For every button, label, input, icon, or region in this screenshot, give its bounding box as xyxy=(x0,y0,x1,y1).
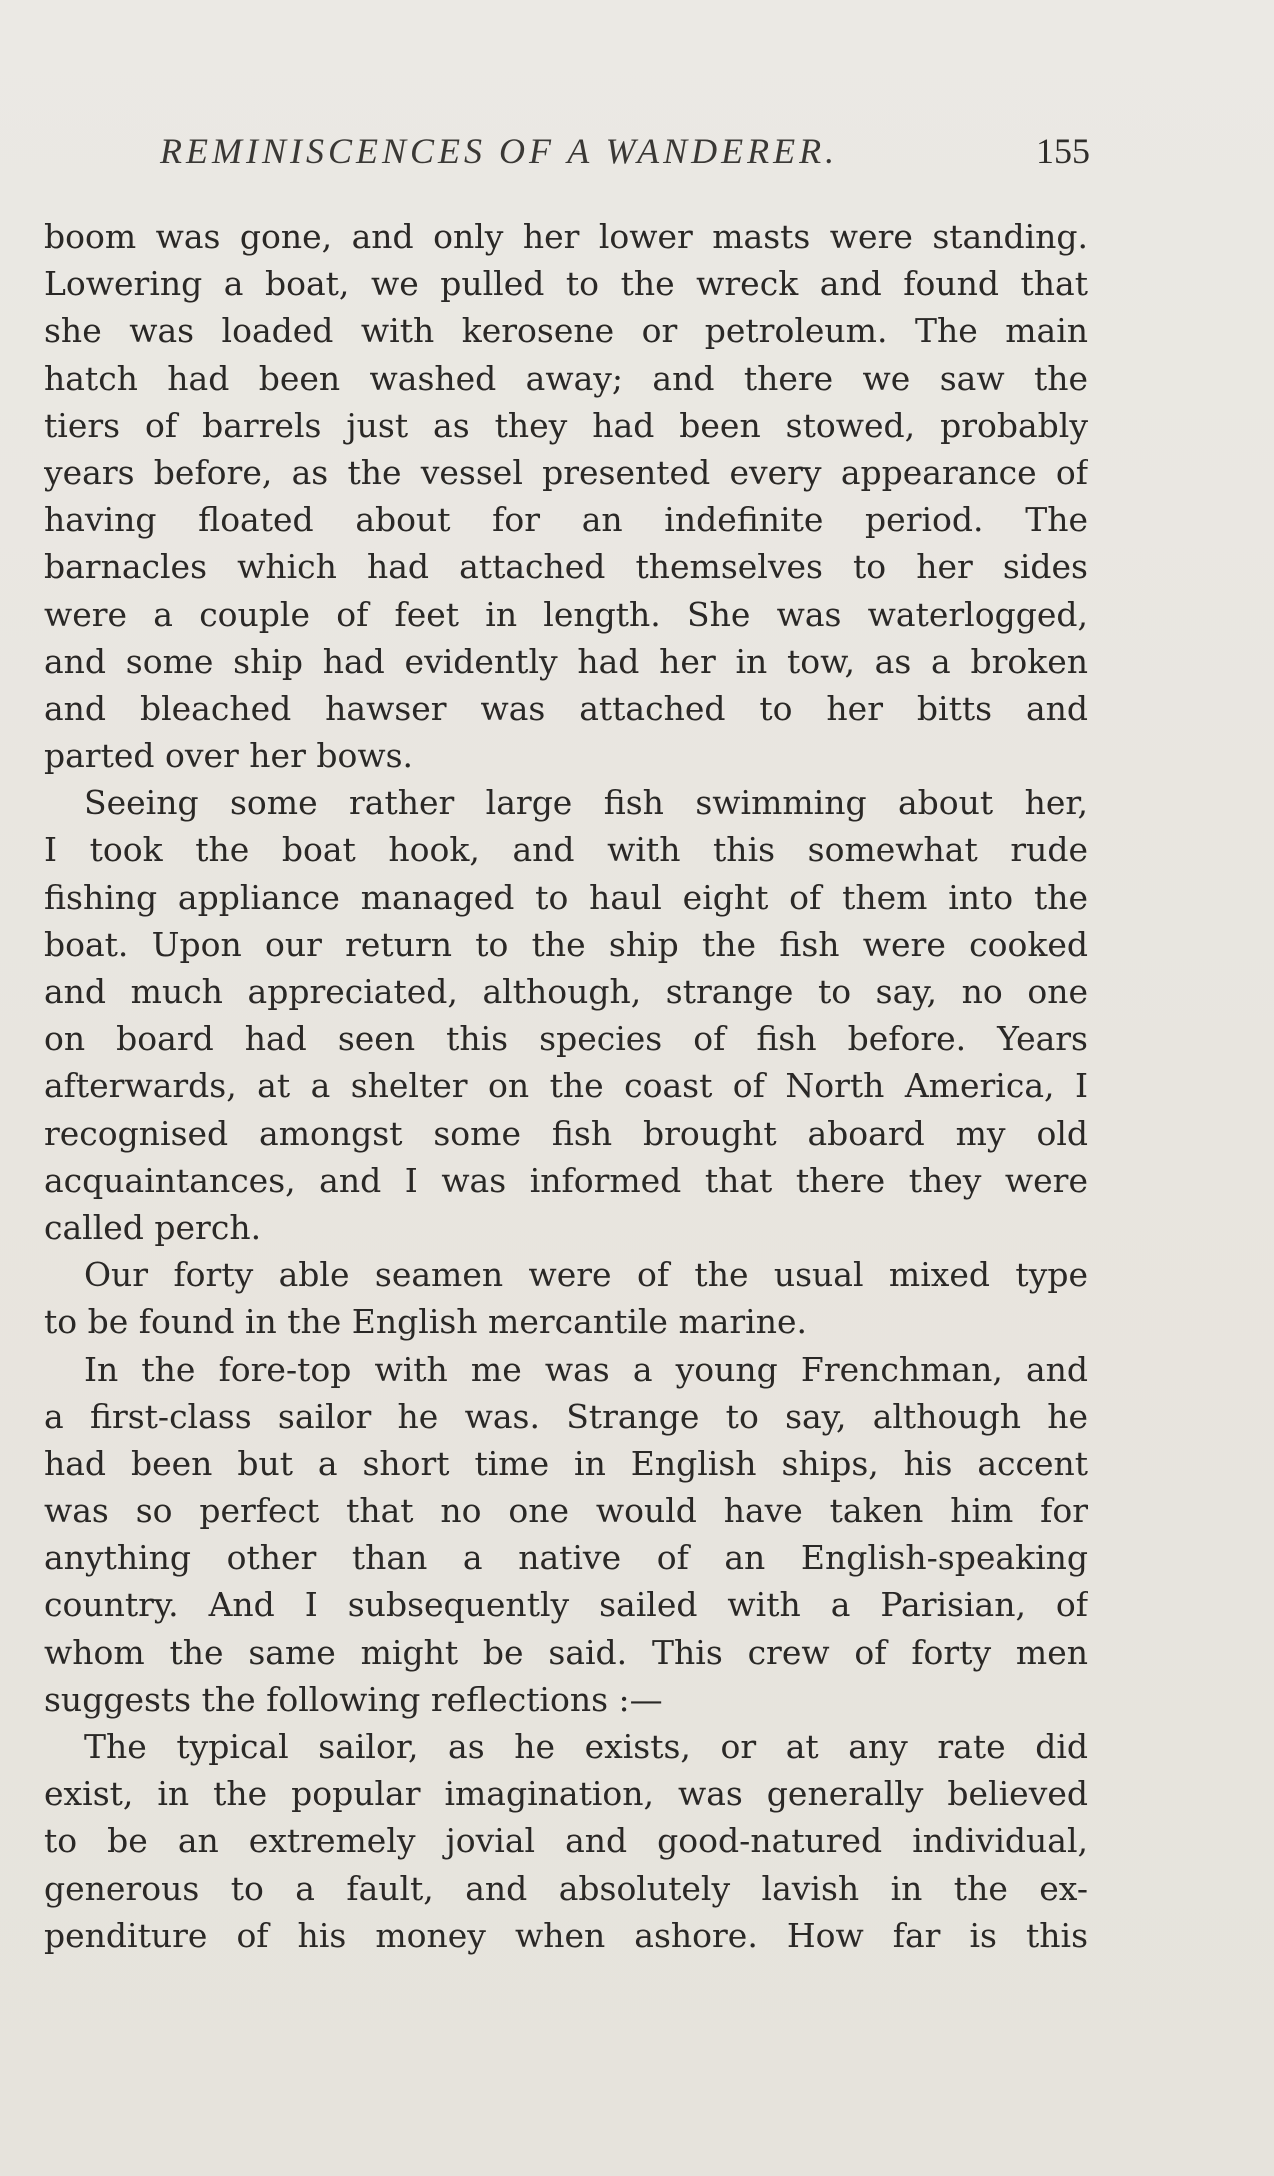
text-line: In the fore-top with me was a young Frenchman, and xyxy=(84,1349,1088,1389)
text-line: The typical sailor, as he exists, or at any rate did xyxy=(84,1727,1088,1766)
text-line: and much appreciated, although, strange to say, no one xyxy=(44,972,1088,1011)
text-line: anything other than a native of an English-speaking xyxy=(44,1538,1088,1578)
text-line: called perch. xyxy=(44,1207,262,1247)
text-line: recognised amongst some fish brought aboard my old xyxy=(44,1113,1088,1153)
text-line: to be found in the English mercantile marine. xyxy=(44,1302,808,1342)
text-line: boat. Upon our return to the ship the fish were cooked xyxy=(44,924,1088,964)
text-line: were a couple of feet in length. She was waterlogged, xyxy=(44,594,1088,634)
text-line: Lowering a boat, we pulled to the wreck and found that xyxy=(44,264,1088,304)
text-line: whom the same might be said. This crew of forty men xyxy=(44,1632,1088,1672)
text-line: to be an extremely jovial and good-natured individual, xyxy=(44,1821,1088,1861)
text-line: having floated about for an indefinite period. The xyxy=(44,500,1088,540)
text-line: she was loaded with kerosene or petroleum. The main xyxy=(44,311,1088,351)
running-title: REMINISCENCES OF A WANDERER. xyxy=(160,131,839,171)
text-line: and bleached hawser was attached to her bitts and xyxy=(44,688,1088,728)
text-line: I took the boat hook, and with this somewhat rude xyxy=(44,830,1088,870)
text-line: barnacles which had attached themselves to her sides xyxy=(44,547,1088,587)
text-line: hatch had been washed away; and there we saw the xyxy=(44,358,1088,398)
text-line: years before, as the vessel presented every appearance of xyxy=(44,452,1088,492)
text-line: country. And I subsequently sailed with a Parisian, of xyxy=(44,1585,1088,1625)
text-line: on board had seen this species of fish before. Years xyxy=(44,1019,1088,1059)
body-text xyxy=(44,213,1088,1959)
text-line: boom was gone, and only her lower masts were standing. xyxy=(44,217,1088,256)
text-line: penditure of his money when ashore. How far is this xyxy=(44,1915,1088,1955)
text-line: Our forty able seamen were of the usual mixed type xyxy=(84,1255,1088,1295)
text-line: tiers of barrels just as they had been stowed, probably xyxy=(44,405,1088,445)
running-head xyxy=(160,130,1090,180)
text-line: was so perfect that no one would have taken him for xyxy=(44,1491,1088,1531)
text-line: and some ship had evidently had her in tow, as a broken xyxy=(44,641,1088,681)
text-line: parted over her bows. xyxy=(44,736,413,776)
text-line: generous to a fault, and absolutely lavish in the ex- xyxy=(44,1868,1088,1908)
text-line: afterwards, at a shelter on the coast of North America, I xyxy=(44,1066,1088,1106)
text-line: a first-class sailor he was. Strange to say, although he xyxy=(44,1396,1088,1436)
text-line: suggests the following reflections :— xyxy=(44,1679,663,1719)
text-line: had been but a short time in English ships, his accent xyxy=(44,1443,1088,1483)
text-line: Seeing some rather large fish swimming about her, xyxy=(84,783,1088,823)
text-line: exist, in the popular imagination, was generally believed xyxy=(44,1774,1088,1814)
page-number: 155 xyxy=(1036,131,1090,171)
text-line: fishing appliance managed to haul eight of them into the xyxy=(44,877,1088,917)
text-line: acquaintances, and I was informed that there they were xyxy=(44,1160,1088,1200)
